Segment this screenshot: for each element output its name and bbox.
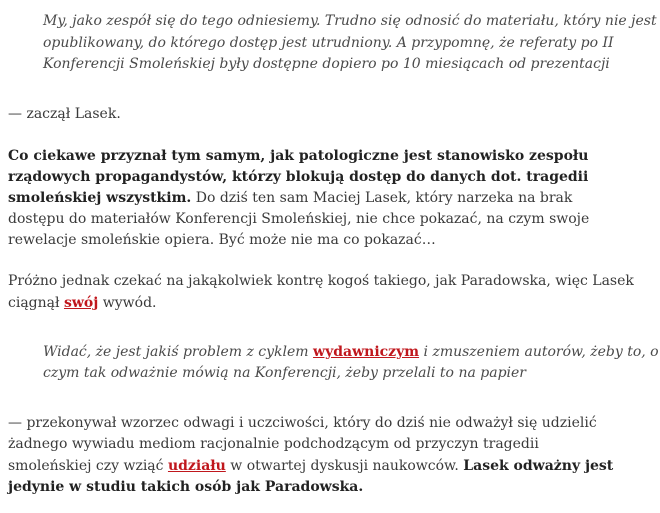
- paragraph-line: żadnego wywiadu mediom racjonalnie podchodzącym od przyczyn tragedii: [8, 436, 539, 452]
- paragraph-line: — przekonywał wzorzec odwagi i uczciwości, który do dziś nie odważył się udzielić: [8, 415, 597, 431]
- text-span: Do dziś ten sam Maciej Lasek, który narzeka na brak: [191, 190, 573, 206]
- quote-line: My, jako zespół się do tego odniesiemy. Trudno się odnosić do materiału, który nie jest: [43, 13, 657, 29]
- text-span: wywód.: [98, 295, 157, 311]
- quote-line: czym tak odważnie mówią na Konferencji, żeby przelali to na papier: [43, 365, 526, 381]
- paragraph-line: dostępu do materiałów Konferencji Smoleńskiej, nie chce pokazać, na czym swoje: [8, 211, 590, 227]
- text-span: ciągnął: [8, 295, 64, 311]
- quote-line: Konferencji Smoleńskiej były dostępne dopiero po 10 miesiącach od prezentacji: [43, 56, 610, 72]
- paragraph-line: [8, 188, 572, 208]
- paragraph-line: [8, 456, 613, 476]
- tag-link-wydawniczym[interactable]: wydawniczym: [313, 344, 420, 360]
- text-span: smoleńskiej czy wziąć: [8, 458, 168, 474]
- attribution-text: — zaczął Lasek.: [8, 106, 121, 122]
- text-span: i zmuszeniem autorów, żeby to, o: [419, 344, 659, 360]
- text-span: Widać, że jest jakiś problem z cyklem: [43, 344, 314, 360]
- paragraph-line: [8, 293, 157, 313]
- paragraph-line: rządowych propagandystów, którzy blokują dostęp do danych dot. tragedii: [8, 169, 589, 185]
- tag-link-udzialu[interactable]: udziału: [167, 458, 226, 474]
- paragraph-line: rewelacje smoleńskie opiera. Być może nie ma co pokazać…: [8, 232, 436, 248]
- tag-link-swoj[interactable]: swój: [63, 295, 99, 311]
- quote-line: opublikowany, do którego dostęp jest utrudniony. A przypomnę, że referaty po II: [43, 35, 614, 51]
- bold-text: Lasek odważny jest: [463, 458, 614, 474]
- paragraph-line: jedynie w studiu takich osób jak Paradowska.: [8, 479, 364, 495]
- paragraph-line: Próżno jednak czekać na jakąkolwiek kontrę kogoś takiego, jak Paradowska, więc Lasek: [8, 273, 634, 289]
- text-span: w otwartej dyskusji naukowców.: [225, 458, 464, 474]
- bold-text: smoleńskiej wszystkim.: [8, 190, 192, 206]
- quote-line: [43, 342, 659, 362]
- paragraph-line: Co ciekawe przyznał tym samym, jak patologiczne jest stanowisko zespołu: [8, 148, 589, 164]
